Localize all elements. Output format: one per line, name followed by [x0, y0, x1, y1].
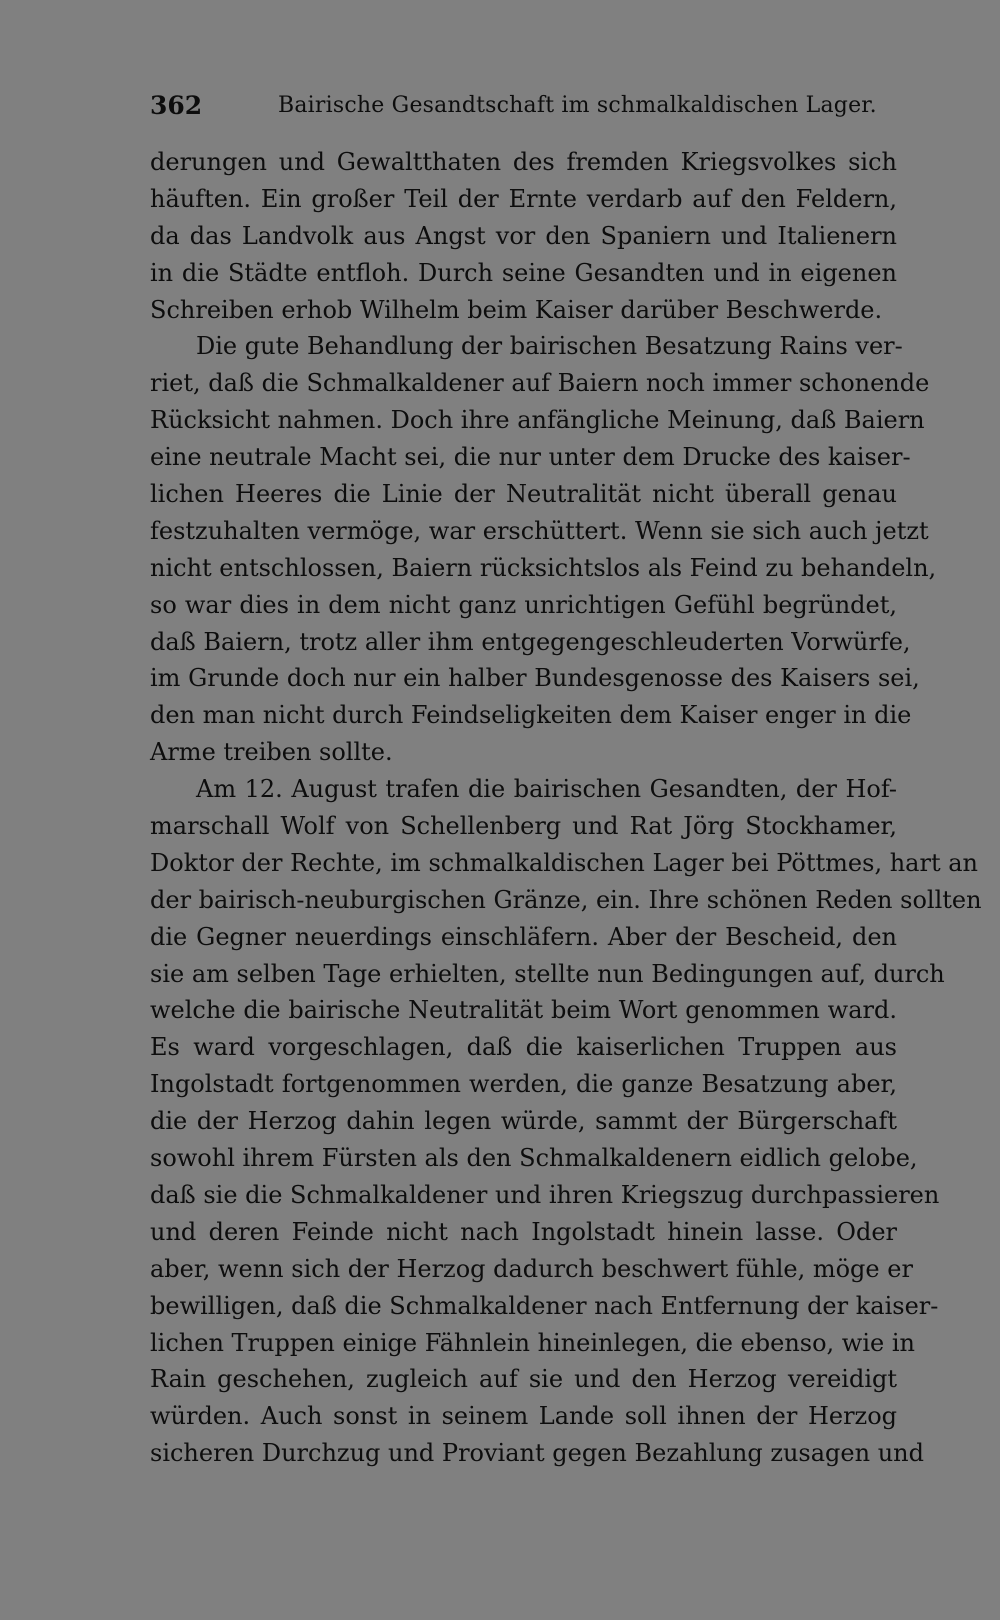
text-line: sowohl ihrem Fürsten als den Schmalkaldenern eidlich gelobe,: [150, 1144, 918, 1173]
page-number: 362: [150, 91, 203, 120]
text-line: und deren Feinde nicht nach Ingolstadt hinein lasse. Oder: [150, 1217, 897, 1246]
text-line: lichen Truppen einige Fähnlein hineinlegen, die ebenso, wie in: [150, 1328, 915, 1357]
text-line: Rain geschehen, zugleich auf sie und den Herzog vereidigt: [150, 1365, 897, 1394]
text-line: den man nicht durch Feindseligkeiten dem Kaiser enger in die: [150, 701, 912, 730]
text-line: die Gegner neuerdings einschläfern. Aber der Bescheid, den: [150, 922, 897, 951]
body-text: [150, 144, 982, 1472]
page-header: [150, 88, 895, 124]
text-line: riet, daß die Schmalkaldener auf Baiern noch immer schonende: [150, 369, 930, 398]
text-line: eine neutrale Macht sei, die nur unter dem Drucke des kaiser-: [150, 443, 911, 472]
text-line: da das Landvolk aus Angst vor den Spaniern und Italienern: [150, 221, 897, 250]
text-line: Schreiben erhob Wilhelm beim Kaiser darüber Beschwerde.: [150, 295, 883, 324]
text-line: sicheren Durchzug und Proviant gegen Bezahlung zusagen und: [150, 1439, 924, 1468]
text-line: in die Städte entfloh. Durch seine Gesandten und in eigenen: [150, 258, 897, 287]
text-line: sie am selben Tage erhielten, stellte nun Bedingungen auf, durch: [150, 959, 945, 988]
text-line: daß Baiern, trotz aller ihm entgegengeschleuderten Vorwürfe,: [150, 627, 911, 656]
text-line: Arme treiben sollte.: [150, 738, 393, 767]
text-line: aber, wenn sich der Herzog dadurch beschwert fühle, möge er: [150, 1254, 913, 1283]
text-line: Ingolstadt fortgenommen werden, die ganze Besatzung aber,: [150, 1070, 897, 1099]
text-line: der bairisch-neuburgischen Gränze, ein. Ihre schönen Reden sollten: [150, 885, 982, 914]
text-line: daß sie die Schmalkaldener und ihren Kriegszug durchpassieren: [150, 1180, 940, 1209]
text-line: im Grunde doch nur ein halber Bundesgenosse des Kaisers sei,: [150, 664, 920, 693]
text-line: so war dies in dem nicht ganz unrichtigen Gefühl begründet,: [150, 590, 897, 619]
text-line: Am 12. August trafen die bairischen Gesandten, der Hof-: [196, 775, 897, 804]
text-line: Rücksicht nahmen. Doch ihre anfängliche Meinung, daß Baiern: [150, 406, 925, 435]
text-line: Die gute Behandlung der bairischen Besatzung Rains ver-: [196, 332, 903, 361]
text-line: bewilligen, daß die Schmalkaldener nach Entfernung der kaiser-: [150, 1291, 939, 1320]
text-line: die der Herzog dahin legen würde, sammt der Bürgerschaft: [150, 1107, 897, 1136]
text-line: marschall Wolf von Schellenberg und Rat Jörg Stockhamer,: [150, 812, 897, 841]
text-line: nicht entschlossen, Baiern rücksichtslos als Feind zu behandeln,: [150, 553, 937, 582]
text-line: häuften. Ein großer Teil der Ernte verdarb auf den Feldern,: [150, 184, 897, 213]
running-title: Bairische Gesandtschaft im schmalkaldischen Lager.: [278, 93, 877, 118]
text-line: Doktor der Rechte, im schmalkaldischen Lager bei Pöttmes, hart an: [150, 848, 978, 877]
text-line: derungen und Gewaltthaten des fremden Kriegsvolkes sich: [150, 148, 897, 176]
text-line: welche die bairische Neutralität beim Wort genommen ward.: [150, 996, 897, 1025]
text-line: Es ward vorgeschlagen, daß die kaiserlichen Truppen aus: [150, 1033, 897, 1062]
text-line: würden. Auch sonst in seinem Lande soll ihnen der Herzog: [150, 1402, 897, 1431]
text-line: lichen Heeres die Linie der Neutralität nicht überall genau: [150, 480, 897, 509]
text-line: festzuhalten vermöge, war erschüttert. Wenn sie sich auch jetzt: [150, 516, 929, 545]
